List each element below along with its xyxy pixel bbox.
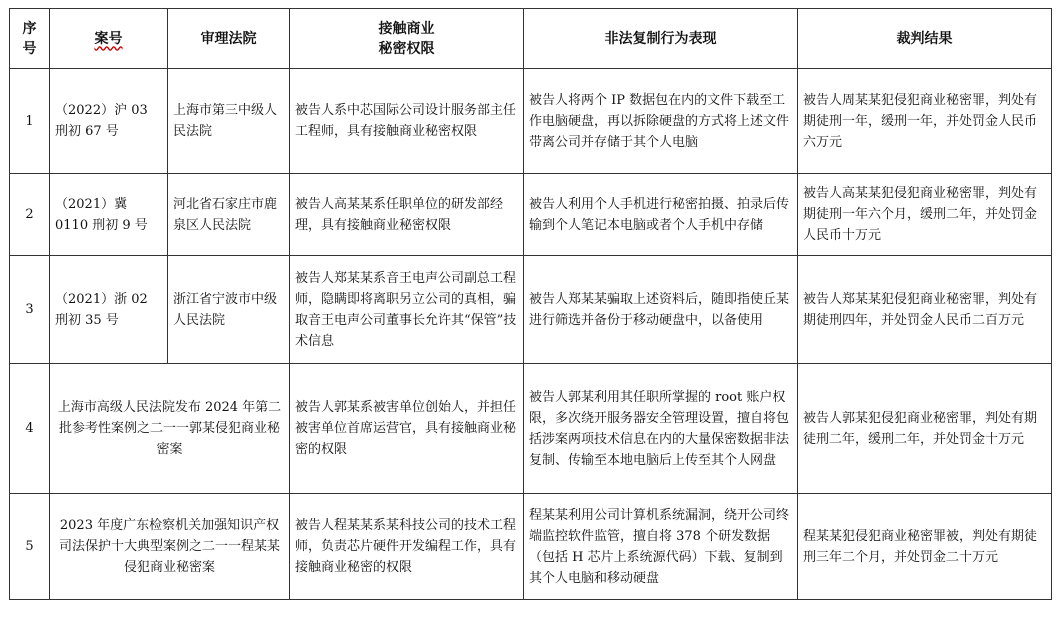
cell-seq: 2 — [10, 174, 50, 256]
table-row — [10, 256, 1052, 364]
table-row — [10, 69, 1052, 174]
cell-judgment: 被告人郭某犯侵犯商业秘密罪，判处有期徒刑二年，缓刑二年，并处罚金十万元 — [798, 364, 1052, 494]
cell-court: 河北省石家庄市鹿泉区人民法院 — [168, 174, 290, 256]
header-case-no-label: 案号 — [94, 30, 123, 47]
cell-conduct: 被告人利用个人手机进行秘密拍摄、拍录后传输到个人笔记本电脑或者个人手机中存储 — [524, 174, 798, 256]
cell-access: 被告人郑某某系音王电声公司副总工程师，隐瞒即将离职另立公司的真相，骗取音王电声公司董事长允许其“保管”技术信息 — [290, 256, 524, 364]
cell-seq: 1 — [10, 69, 50, 174]
header-case-no — [50, 9, 168, 69]
cell-court: 浙江省宁波市中级人民法院 — [168, 256, 290, 364]
header-row — [10, 9, 1052, 69]
cell-judgment: 被告人周某某犯侵犯商业秘密罪，判处有期徒刑一年，缓刑一年，并处罚金人民币六万元 — [798, 69, 1052, 174]
cell-case-no: （2021）冀 0110 刑初 9 号 — [50, 174, 168, 256]
case-table — [9, 8, 1052, 600]
header-judgment: 裁判结果 — [798, 9, 1052, 69]
cell-conduct: 程某某利用公司计算机系统漏洞，绕开公司终端监控软件监管，擅自将 378 个研发数据（包括 H 芯片上系统源代码）下载、复制到其个人电脑和移动硬盘 — [524, 494, 798, 600]
header-court: 审理法院 — [168, 9, 290, 69]
cell-access: 被告人高某某系任职单位的研发部经理，具有接触商业秘密权限 — [290, 174, 524, 256]
cell-seq: 4 — [10, 364, 50, 494]
table-row — [10, 174, 1052, 256]
cell-access: 被告人系中芯国际公司设计服务部主任工程师，具有接触商业秘密权限 — [290, 69, 524, 174]
cell-judgment: 被告人高某某犯侵犯商业秘密罪，判处有期徒刑一年六个月，缓刑二年，并处罚金人民币十万元 — [798, 174, 1052, 256]
table-row — [10, 494, 1052, 600]
cell-access: 被告人程某某系某科技公司的技术工程师，负责芯片硬件开发编程工作，具有接触商业秘密的权限 — [290, 494, 524, 600]
header-access-line1: 接触商业 — [378, 20, 435, 37]
cell-judgment: 程某某犯侵犯商业秘密罪被，判处有期徒刑三年二个月，并处罚金二十万元 — [798, 494, 1052, 600]
cell-judgment: 被告人郑某某犯侵犯商业秘密罪，判处有期徒刑四年，并处罚金人民币二百万元 — [798, 256, 1052, 364]
cell-conduct: 被告人郑某某骗取上述资料后，随即指使丘某进行筛选并备份于移动硬盘中，以备使用 — [524, 256, 798, 364]
table-row — [10, 364, 1052, 494]
cell-case-merged: 2023 年度广东检察机关加强知识产权司法保护十大典型案例之二一一程某某侵犯商业秘密案 — [50, 494, 290, 600]
cell-seq: 5 — [10, 494, 50, 600]
header-seq: 序号 — [10, 9, 50, 69]
cell-case-no: （2022）沪 03 刑初 67 号 — [50, 69, 168, 174]
cell-conduct: 被告人将两个 IP 数据包在内的文件下载至工作电脑硬盘，再以拆除硬盘的方式将上述文件带离公司并存储于其个人电脑 — [524, 69, 798, 174]
header-access — [290, 9, 524, 69]
cell-access: 被告人郭某系被害单位创始人，并担任被害单位首席运营官，具有接触商业秘密的权限 — [290, 364, 524, 494]
cell-case-merged: 上海市高级人民法院发布 2024 年第二批参考性案例之二一一郭某侵犯商业秘密案 — [50, 364, 290, 494]
cell-case-no: （2021）浙 02 刑初 35 号 — [50, 256, 168, 364]
cell-conduct: 被告人郭某利用其任职所掌握的 root 账户权限，多次绕开服务器安全管理设置，擅自将包括涉案两项技术信息在内的大量保密数据非法复制、传输至本地电脑后上传至其个人网盘 — [524, 364, 798, 494]
header-conduct: 非法复制行为表现 — [524, 9, 798, 69]
cell-seq: 3 — [10, 256, 50, 364]
cell-court: 上海市第三中级人民法院 — [168, 69, 290, 174]
header-access-line2: 秘密权限 — [378, 40, 435, 57]
